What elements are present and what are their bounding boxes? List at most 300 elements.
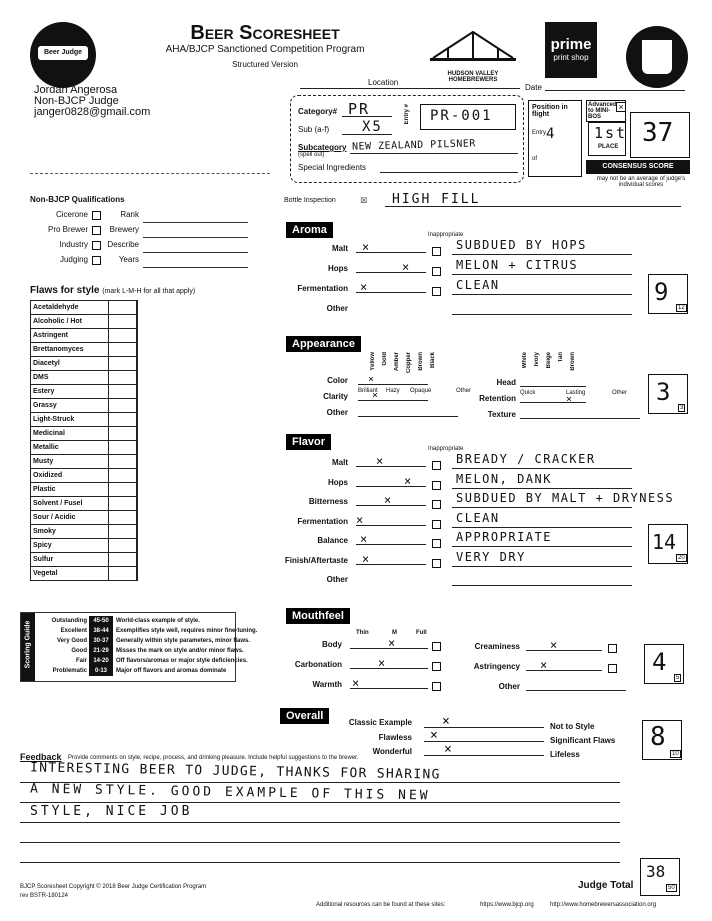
aroma-scale-line[interactable]	[356, 272, 426, 273]
flaw-row[interactable]	[31, 539, 137, 553]
mouthfeel-warmth-label: Warmth	[312, 680, 342, 689]
scoring-guide-row	[31, 636, 257, 646]
appearance-scale-label: Copper	[406, 352, 412, 373]
entry-pos-label: Entry	[532, 130, 547, 136]
overall-classic-mark: ×	[442, 714, 452, 729]
retention-mark: ×	[566, 394, 575, 405]
flaw-row[interactable]	[31, 511, 137, 525]
flavor-inappropriate-checkbox[interactable]	[432, 539, 441, 548]
appearance-scale-label: Brown	[418, 352, 424, 371]
appearance-score-value: 3	[656, 378, 673, 406]
appearance-scale-label: Ivory	[534, 352, 540, 367]
category-value: PR	[348, 100, 371, 118]
scoring-guide-range: 30-37	[89, 636, 113, 646]
flaw-row[interactable]	[31, 483, 137, 497]
glass-icon	[642, 40, 672, 74]
footer-url-aha[interactable]: http://www.homebrewersassociation.org	[550, 902, 657, 908]
flavor-comment: APPROPRIATE	[456, 530, 552, 544]
bottle-inspection-label: Bottle Inspection	[284, 197, 336, 204]
flaw-aroma-cell[interactable]	[109, 497, 137, 510]
qual-rank-line[interactable]	[143, 208, 248, 223]
clarity-hazy: Hazy	[386, 388, 400, 394]
appearance-color-label: Color	[327, 376, 348, 385]
feedback-line-4[interactable]	[20, 842, 620, 843]
flavor-scale-mark: ×	[362, 551, 372, 566]
scoring-guide	[20, 612, 258, 682]
logo-hudson-valley	[428, 22, 518, 83]
flavor-comment: BREADY / CRACKER	[456, 452, 596, 466]
qual-describe-line[interactable]	[143, 238, 248, 253]
flavor-inappropriate-checkbox[interactable]	[432, 500, 441, 509]
aroma-row-label: Fermentation	[297, 284, 348, 293]
flaw-row[interactable]	[31, 399, 137, 413]
scoring-guide-range: 45-50	[89, 616, 113, 626]
mouthfeel-body-label: Body	[322, 640, 342, 649]
flaw-aroma-cell[interactable]	[109, 469, 137, 482]
body-mark: ×	[388, 636, 398, 650]
creaminess-scale-line[interactable]	[526, 650, 602, 651]
flaw-row[interactable]	[31, 329, 137, 343]
of-label: of	[532, 156, 538, 162]
subcategory-sub-label: (spell out)	[298, 152, 325, 158]
aroma-scale-mark: ×	[360, 280, 370, 294]
flaw-aroma-cell[interactable]	[109, 455, 137, 468]
flaw-row[interactable]	[31, 371, 137, 385]
appearance-header: Appearance	[286, 336, 361, 352]
logo-prime-word: prime	[550, 36, 592, 53]
scoring-guide-rows	[31, 616, 257, 676]
consensus-score-label: CONSENSUS SCORE	[586, 160, 690, 174]
aroma-row-label: Other	[326, 304, 348, 313]
appearance-other-inline-right: Other	[612, 390, 628, 396]
flaw-aroma-cell[interactable]	[109, 357, 137, 370]
flaw-label: DMS	[31, 371, 109, 384]
entry-number-label: Entry #	[404, 104, 410, 125]
flaw-row[interactable]	[31, 553, 137, 567]
flavor-row-label: Malt	[332, 458, 348, 467]
flaw-row[interactable]	[31, 413, 137, 427]
retention-lasting: Lasting	[566, 390, 586, 396]
aroma-row-label: Hops	[328, 264, 348, 273]
judge-total-value: 38	[646, 862, 666, 881]
flavor-scale-mark: ×	[360, 532, 370, 546]
flaw-aroma-cell[interactable]	[109, 413, 137, 426]
overall-significant-flaws: Significant Flaws	[550, 736, 616, 745]
clarity-opaque: Opaque	[410, 388, 432, 394]
clarity-scale-line[interactable]	[358, 400, 428, 401]
flaw-aroma-cell[interactable]	[109, 343, 137, 356]
flaw-label: Estery	[31, 385, 109, 398]
place-label: PLACE	[598, 144, 619, 150]
sub-value: X5	[362, 119, 383, 135]
overall-max: 10	[672, 751, 679, 757]
appearance-clarity-label: Clarity	[323, 392, 348, 401]
carbonation-scale-line[interactable]	[350, 668, 428, 669]
appearance-head-label: Head	[496, 378, 516, 387]
feedback-text-1: INTERESTING BEER TO JUDGE, THANKS FOR SHARING	[29, 760, 441, 783]
flaw-aroma-cell[interactable]	[109, 441, 137, 454]
flavor-comment-line[interactable]	[452, 585, 632, 586]
footer-copyright: BJCP Scoresheet Copyright © 2018 Beer Judge Certification Program	[20, 884, 207, 890]
appearance-retention-label: Retention	[479, 394, 516, 403]
qual-rank: Rank	[120, 210, 139, 219]
consensus-note: may not be an average of judge's individual scores	[596, 176, 686, 188]
flaw-row[interactable]	[31, 315, 137, 329]
appearance-other-label: Other	[326, 408, 348, 417]
carbonation-inappropriate-checkbox[interactable]	[432, 662, 441, 671]
feedback-label: Feedback	[20, 752, 62, 762]
position-label: Position in flight	[532, 104, 568, 118]
bottle-inspection-value: HIGH FILL	[392, 192, 481, 207]
flaw-row[interactable]	[31, 301, 137, 315]
judge-email: janger0828@gmail.com	[34, 106, 151, 118]
carbonation-mark: ×	[378, 656, 388, 670]
flaw-aroma-cell[interactable]	[109, 371, 137, 384]
feedback-line-2[interactable]	[20, 802, 620, 803]
flaw-label: Alcoholic / Hot	[31, 315, 109, 328]
footer-rev: rev BSTR-180124	[20, 893, 69, 899]
retention-scale-line[interactable]	[520, 402, 586, 403]
feedback-text-3: STYLE, NICE JOB	[30, 804, 193, 819]
aroma-comment-line[interactable]	[452, 274, 632, 275]
color-mark: ×	[368, 374, 377, 385]
flaw-aroma-cell[interactable]	[109, 427, 137, 440]
body-m: M	[392, 630, 397, 636]
flaw-row[interactable]	[31, 343, 137, 357]
flavor-scale-mark: ×	[384, 493, 394, 507]
warmth-scale-line[interactable]	[350, 688, 428, 689]
flavor-comment-line[interactable]	[452, 546, 632, 547]
flaw-label: Grassy	[31, 399, 109, 412]
aroma-inappropriate-label: Inappropriate	[428, 232, 464, 238]
flaw-label: Sulfur	[31, 553, 109, 566]
date-line[interactable]	[545, 90, 685, 91]
flaw-label: Brettanomyces	[31, 343, 109, 356]
flaw-row[interactable]	[31, 469, 137, 483]
judge-total-label: Judge Total	[578, 880, 634, 891]
flavor-inappropriate-checkbox[interactable]	[432, 520, 441, 529]
special-ingredients-line[interactable]	[380, 172, 518, 173]
flavor-row-label: Balance	[317, 536, 348, 545]
flavor-row-label: Other	[326, 575, 348, 584]
bottle-inspection-checkbox[interactable]: ☒	[360, 192, 370, 206]
flaw-label: Diacetyl	[31, 357, 109, 370]
logo-bjcp-text: Beer Judge	[38, 46, 88, 60]
flaw-label: Spicy	[31, 539, 109, 552]
scoring-guide-row	[31, 656, 257, 666]
qual-pro-brewer: Pro Brewer	[47, 225, 88, 234]
feedback-line-3[interactable]	[20, 822, 620, 823]
scoring-guide-name: Outstanding	[51, 618, 87, 624]
appearance-scale-label: Brown	[570, 352, 576, 371]
flavor-comment: VERY DRY	[456, 549, 526, 564]
flaw-aroma-cell[interactable]	[109, 483, 137, 496]
flavor-comment-line[interactable]	[452, 527, 632, 528]
flaw-label: Metallic	[31, 441, 109, 454]
scoring-guide-desc: Misses the mark on style and/or minor flaws.	[116, 648, 244, 654]
appearance-scale-label: Tan	[558, 352, 564, 363]
overall-not-to-style: Not to Style	[550, 722, 595, 731]
bridge-icon	[428, 22, 518, 66]
aroma-max: 12	[678, 305, 685, 311]
scoring-guide-row	[31, 626, 257, 636]
flaw-aroma-cell[interactable]	[109, 315, 137, 328]
flavor-scale-mark: ×	[356, 512, 366, 527]
appearance-scale-label: White	[522, 352, 528, 369]
flaw-aroma-cell[interactable]	[109, 553, 137, 566]
judge-rank: Non-BJCP Judge	[34, 95, 119, 107]
feedback-line-5[interactable]	[20, 862, 620, 863]
flaws-subtitle: (mark L-M-H for all that apply)	[102, 288, 196, 295]
aroma-comment: SUBDUED BY HOPS	[456, 238, 587, 252]
overall-wonderful-label: Wonderful	[372, 747, 412, 756]
overall-flawless-scale[interactable]	[424, 741, 544, 742]
judge-info-dashed-line	[30, 173, 270, 174]
flavor-row-label: Bitterness	[308, 497, 348, 506]
qualifications-title: Non-BJCP Qualifications	[30, 195, 125, 204]
flaw-label: Solvent / Fusel	[31, 497, 109, 510]
flavor-comment-line[interactable]	[452, 566, 632, 567]
special-ingredients-label: Special Ingredients	[298, 163, 367, 172]
overall-wonderful-mark: ×	[444, 742, 454, 757]
page-subtitle: AHA/BJCP Sanctioned Competition Program	[165, 44, 365, 55]
creaminess-mark: ×	[550, 638, 560, 652]
page-version: Structured Version	[232, 60, 298, 69]
flaw-label: Sour / Acidic	[31, 511, 109, 524]
aroma-inappropriate-checkbox[interactable]	[432, 247, 441, 256]
flaws-title	[30, 285, 195, 296]
mini-bos-label: Advanced to MINI-BOS	[588, 102, 617, 120]
scoring-guide-row	[31, 666, 257, 676]
scoring-guide-name: Fair	[75, 658, 87, 664]
scoring-guide-desc: World-class example of style.	[116, 618, 200, 624]
subcategory-label: Subcategory	[298, 143, 347, 152]
mouthfeel-creaminess-label: Creaminess	[474, 642, 520, 651]
flavor-row-label: Finish/Aftertaste	[284, 555, 348, 565]
flavor-max: 20	[678, 555, 685, 561]
flavor-inappropriate-checkbox[interactable]	[432, 461, 441, 470]
flaw-label: Oxidized	[31, 469, 109, 482]
qual-judging-checkbox[interactable]	[92, 256, 101, 265]
appearance-texture-label: Texture	[487, 410, 516, 419]
qual-years-line[interactable]	[143, 253, 248, 268]
scoring-guide-desc: Exemplifies style well, requires minor fine-tuning.	[116, 628, 258, 634]
overall-classic-label: Classic Example	[348, 718, 412, 727]
mouthfeel-max: 5	[676, 675, 680, 681]
flaw-row[interactable]	[31, 357, 137, 371]
scoring-guide-range: 14-20	[89, 656, 113, 666]
clarity-brilliant: Brilliant	[358, 388, 378, 394]
scoring-guide-title: Scoring Guide	[24, 620, 32, 669]
flaw-aroma-cell[interactable]	[109, 525, 137, 538]
footer-url-bjcp[interactable]: https://www.bjcp.org	[480, 902, 534, 908]
scoring-guide-name: Very Good	[56, 638, 87, 644]
head-scale-line[interactable]	[520, 386, 586, 387]
scoring-guide-desc: Off flavors/aromas or major style deficiencies.	[116, 658, 248, 664]
flaw-row[interactable]	[31, 525, 137, 539]
mouthfeel-score-value: 4	[652, 648, 669, 676]
scoring-guide-range: 38-44	[89, 626, 113, 636]
appearance-other-line[interactable]	[358, 416, 458, 417]
flaw-aroma-cell[interactable]	[109, 329, 137, 342]
flavor-comment: CLEAN	[456, 510, 500, 525]
entry-number-value: PR-001	[430, 108, 493, 124]
flaw-row[interactable]	[31, 567, 137, 581]
flavor-score-value: 14	[652, 530, 677, 554]
category-label: Category#	[298, 107, 338, 116]
location-line[interactable]	[300, 88, 520, 89]
appearance-scale-label: Yellow	[370, 352, 376, 371]
appearance-max: 3	[680, 405, 684, 411]
astringency-inappropriate-checkbox[interactable]	[608, 664, 617, 673]
flaw-row[interactable]	[31, 385, 137, 399]
retention-quick: Quick	[520, 390, 536, 396]
warmth-inappropriate-checkbox[interactable]	[432, 682, 441, 691]
subcategory-line[interactable]	[350, 153, 518, 154]
qual-industry-checkbox[interactable]	[92, 241, 101, 250]
scoring-guide-name: Good	[71, 648, 87, 654]
flavor-scale-line[interactable]	[356, 486, 426, 487]
mouthfeel-carbonation-label: Carbonation	[294, 660, 342, 669]
appearance-other-inline: Other	[456, 388, 472, 394]
qual-industry: Industry	[59, 240, 88, 249]
flavor-scale-line[interactable]	[356, 525, 426, 526]
aroma-score-value: 9	[654, 278, 671, 306]
flaw-aroma-cell[interactable]	[109, 511, 137, 524]
flaw-row[interactable]	[31, 427, 137, 441]
body-thin: Thin	[356, 630, 369, 636]
aroma-comment-line[interactable]	[452, 294, 632, 295]
flavor-comment-line[interactable]	[452, 507, 632, 508]
qual-pro-brewer-checkbox[interactable]	[92, 226, 101, 235]
flaw-aroma-cell[interactable]	[109, 567, 137, 580]
flavor-inappropriate-label: Inappropriate	[428, 446, 464, 452]
flaws-table	[30, 300, 138, 581]
flavor-comment: MELON, DANK	[456, 471, 552, 486]
scoring-guide-desc: Major off flavors and aromas dominate	[116, 668, 227, 674]
scoring-guide-row	[31, 646, 257, 656]
flavor-comment: SUBDUED BY MALT + DRYNESS	[456, 491, 675, 505]
mini-bos-checkbox[interactable]: ×	[616, 102, 626, 112]
aroma-header: Aroma	[286, 222, 333, 238]
flavor-scale-mark: ×	[404, 473, 414, 488]
texture-line[interactable]	[520, 418, 640, 419]
overall-flawless-label: Flawless	[378, 733, 412, 742]
aroma-inappropriate-checkbox[interactable]	[432, 267, 441, 276]
qual-brewery: Brewery	[109, 225, 139, 234]
flavor-row-label: Fermentation	[297, 516, 348, 526]
overall-header: Overall	[280, 708, 329, 724]
sub-label: Sub (a-f)	[298, 125, 330, 134]
flaw-label: Acetaldehyde	[31, 301, 109, 314]
qual-cicerone-checkbox[interactable]	[92, 211, 101, 220]
location-label: Location	[368, 78, 399, 87]
qual-describe: Describe	[107, 240, 139, 249]
aroma-row-label: Malt	[332, 244, 348, 253]
flaw-row[interactable]	[31, 497, 137, 511]
footer-resources: Additional resources can be found at these sites:	[316, 902, 446, 908]
mouthfeel-other-label: Other	[498, 682, 520, 691]
flaw-label: Musty	[31, 455, 109, 468]
astringency-mark: ×	[540, 658, 550, 672]
astringency-scale-line[interactable]	[526, 670, 602, 671]
scoring-guide-desc: Generally within style parameters, minor flaws.	[116, 638, 251, 644]
qual-judging: Judging	[59, 255, 88, 264]
logo-prime-sub: print shop	[553, 53, 589, 62]
flavor-inappropriate-checkbox[interactable]	[432, 559, 441, 568]
overall-flawless-mark: ×	[430, 728, 440, 743]
appearance-scale-label: Beige	[546, 352, 552, 369]
entry-pos-value: 4	[546, 126, 557, 142]
aroma-comment: CLEAN	[456, 278, 500, 292]
overall-score-value: 8	[650, 722, 668, 752]
logo-bjcp	[30, 22, 96, 88]
aroma-scale-mark: ×	[362, 240, 372, 254]
consensus-score-value: 37	[642, 118, 674, 148]
body-full: Full	[416, 630, 427, 636]
warmth-mark: ×	[352, 676, 362, 690]
judge-total-max: 50	[668, 885, 675, 891]
flaw-label: Astringent	[31, 329, 109, 342]
flaw-label: Smoky	[31, 525, 109, 538]
flavor-scale-mark: ×	[376, 454, 386, 468]
logo-hudson-text: HUDSON VALLEY HOMEBREWERS	[447, 71, 499, 83]
body-inappropriate-checkbox[interactable]	[432, 642, 441, 651]
flavor-inappropriate-checkbox[interactable]	[432, 481, 441, 490]
aroma-comment-line[interactable]	[452, 254, 632, 255]
aroma-scale-mark: ×	[402, 260, 412, 274]
scoring-guide-name: Excellent	[60, 628, 87, 634]
flavor-comment-line[interactable]	[452, 468, 632, 469]
feedback-text-2: A NEW STYLE. GOOD EXAMPLE OF THIS NEW	[29, 781, 431, 804]
flaw-row[interactable]	[31, 441, 137, 455]
flavor-row-label: Hops	[328, 477, 348, 487]
scoring-guide-range: 21-29	[89, 646, 113, 656]
aroma-comment: MELON + CITRUS	[456, 258, 579, 272]
scoring-guide-row	[31, 616, 257, 626]
overall-lifeless: Lifeless	[550, 750, 580, 759]
page-title: Beer Scoresheet	[190, 22, 340, 44]
flaw-aroma-cell[interactable]	[109, 399, 137, 412]
flavor-scale-line[interactable]	[356, 466, 426, 467]
subcategory-value: NEW ZEALAND PILSNER	[351, 138, 477, 153]
creaminess-inappropriate-checkbox[interactable]	[608, 644, 617, 653]
mouthfeel-header: Mouthfeel	[286, 608, 350, 624]
flavor-comment-line[interactable]	[452, 488, 632, 489]
qual-brewery-line[interactable]	[143, 223, 248, 238]
scoring-guide-name: Problematic	[52, 668, 87, 674]
flaw-aroma-cell[interactable]	[109, 539, 137, 552]
overall-wonderful-scale[interactable]	[424, 755, 544, 756]
logo-prime	[545, 22, 597, 78]
appearance-scale-label: Black	[430, 352, 436, 369]
scoring-guide-range: 0-13	[89, 666, 113, 676]
aroma-comment-line[interactable]	[452, 314, 632, 315]
feedback-instructions: Provide comments on style, recipe, process, and drinking pleasure. Include helpful suggestions to the brewer.	[68, 755, 359, 761]
clarity-mark: ×	[372, 390, 381, 401]
place-value: 1st	[594, 124, 628, 142]
flaw-aroma-cell[interactable]	[109, 385, 137, 398]
date-label: Date	[525, 83, 542, 92]
aroma-inappropriate-checkbox[interactable]	[432, 287, 441, 296]
mouthfeel-other-line[interactable]	[526, 690, 626, 691]
flavor-header: Flavor	[286, 434, 331, 450]
flaw-row[interactable]	[31, 455, 137, 469]
flaw-aroma-cell[interactable]	[109, 301, 137, 314]
qual-cicerone: Cicerone	[55, 210, 88, 219]
judge-name: Jordan Angerosa	[34, 84, 118, 96]
flaw-label: Vegetal	[31, 567, 109, 580]
